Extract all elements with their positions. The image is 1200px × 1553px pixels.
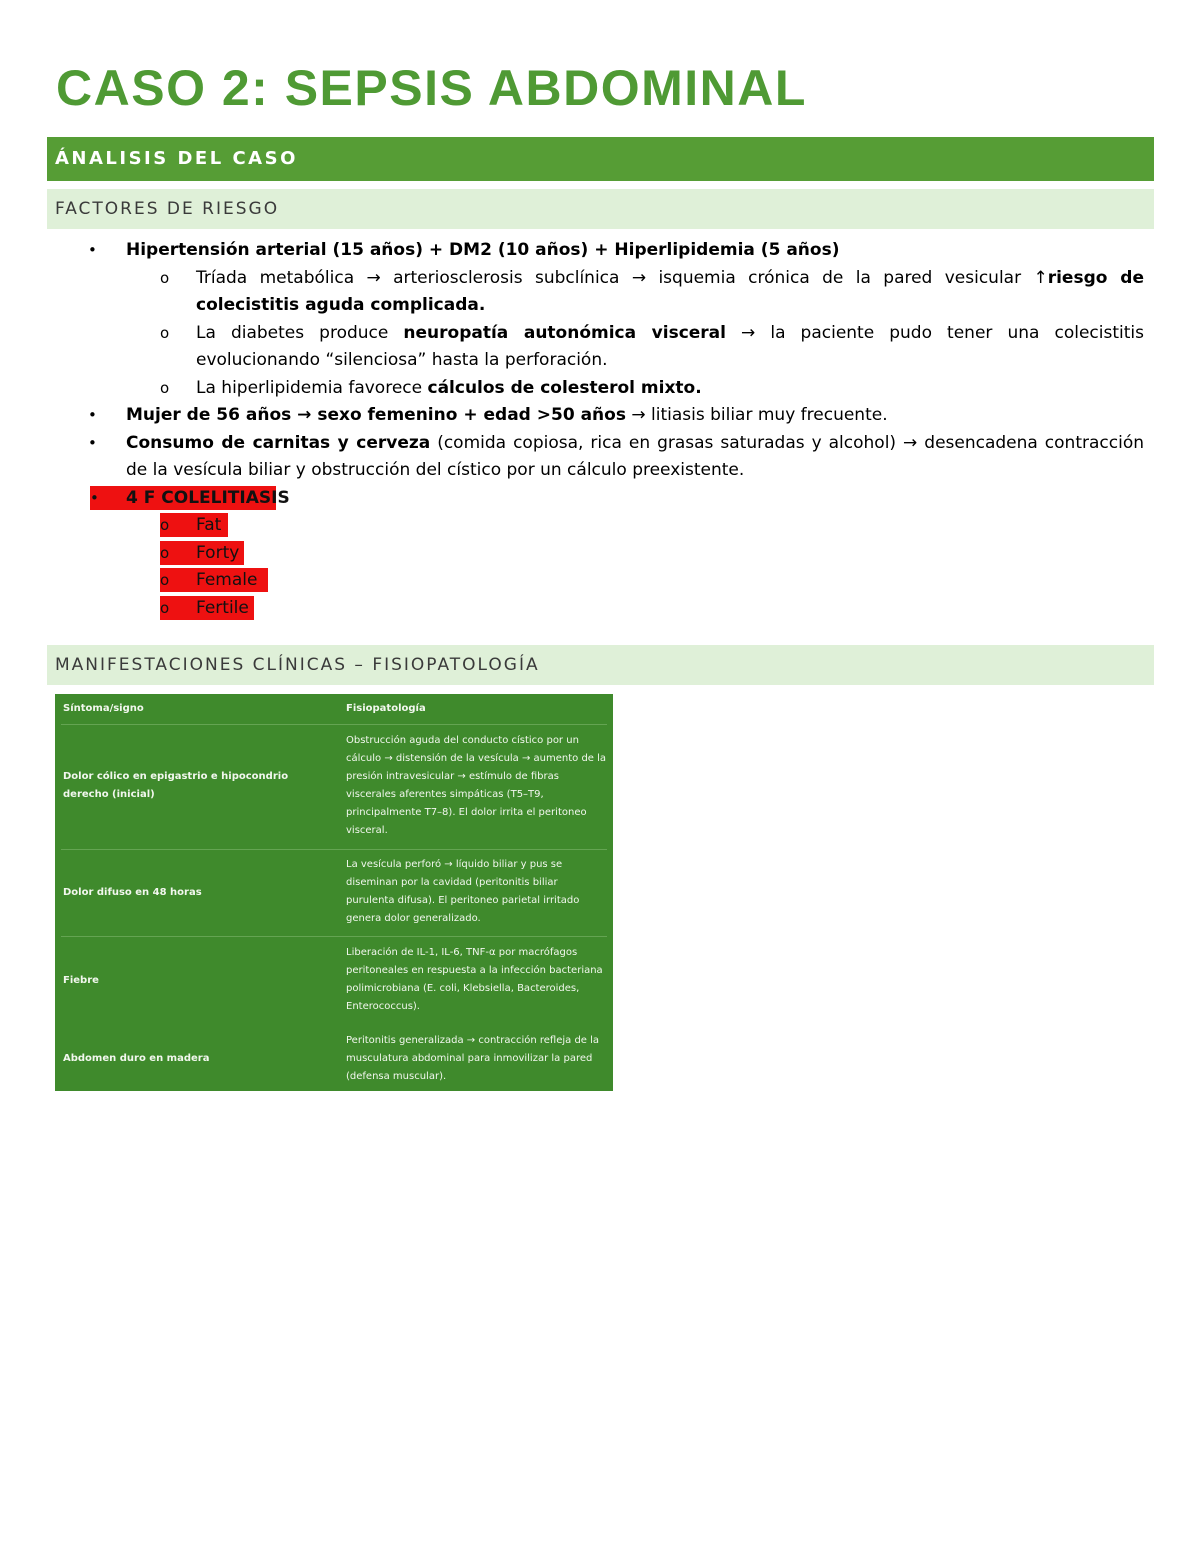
- section-header-analisis: ÁNALISIS DEL CASO: [47, 137, 1154, 181]
- factores-list: [0, 237, 1200, 622]
- list-item-text: → litiasis biliar muy frecuente.: [625, 405, 888, 425]
- page-title: CASO 2: SEPSIS ABDOMINAL: [56, 60, 807, 116]
- list-item-text: La hiperlipidemia favorece: [196, 377, 428, 398]
- subsection-header-manifestaciones: MANIFESTACIONES CLÍNICAS – FISIOPATOLOGÍA: [47, 645, 1154, 685]
- table-divider: [61, 936, 607, 937]
- list-subitem: [0, 320, 1144, 375]
- highlighted-subitem: [0, 595, 1200, 623]
- highlighted-text: 4 F COLELITIASIS: [126, 487, 290, 508]
- list-item-text: Hipertensión arterial (15 años) + DM2 (10 años) + Hiperlipidemia (5 años): [126, 240, 840, 260]
- list-subitem: [0, 375, 1144, 403]
- bullet-marker: •: [88, 433, 97, 452]
- bullet-marker: •: [88, 406, 97, 424]
- highlighted-subitem: [0, 540, 1200, 568]
- list-item-bold: riesgo de colecistitis aguda complicada.: [196, 267, 1145, 315]
- table-divider: [61, 724, 607, 725]
- table-header-cell: Fisiopatología: [346, 703, 426, 714]
- list-subitem: [0, 265, 1144, 320]
- highlighted-item-4f: [0, 485, 1200, 513]
- highlighted-text: Forty: [196, 542, 240, 563]
- fisiopatologia-table: [55, 694, 613, 1091]
- list-item-text: Tríada metabólica → arteriosclerosis subclínica → isquemia crónica de la pared vesicular ↑: [196, 267, 1048, 288]
- table-cell-fisio: Liberación de IL-1, IL-6, TNF-α por macrófagos peritoneales en respuesta a la infección bacteriana polimicrobiana (E. coli, Klebsiella, Bacteroides, Enterococcus).: [346, 947, 603, 1012]
- table-cell-signo: Abdomen duro en madera: [63, 1053, 210, 1064]
- highlighted-subitem: [0, 567, 1200, 595]
- list-item-text: La diabetes produce: [196, 322, 404, 343]
- sub-marker: o: [160, 543, 170, 562]
- list-item: [0, 237, 1144, 265]
- highlighted-text: Fat: [196, 515, 222, 535]
- highlighted-subitem: [0, 512, 1200, 540]
- table-cell-signo: Dolor difuso en 48 horas: [63, 887, 202, 898]
- list-item: [0, 430, 1144, 485]
- list-item-bold: neuropatía autonómica visceral: [403, 322, 726, 343]
- list-item: [0, 402, 1144, 430]
- sub-marker: o: [160, 323, 170, 342]
- sub-marker: o: [160, 378, 170, 397]
- table-cell-signo: Dolor cólico en epigastrio e hipocondrio derecho (inicial): [63, 771, 289, 800]
- list-item-text: → la paciente pudo tener una colecistitis evolucionando “silenciosa” hasta la perforación.: [196, 322, 1144, 370]
- subsection-header-factores: FACTORES DE RIESGO: [47, 189, 1154, 229]
- bullet-marker: •: [90, 488, 99, 507]
- table-cell-signo: Fiebre: [63, 975, 99, 986]
- highlighted-text: Fertile: [196, 597, 249, 618]
- list-item-bold: Mujer de 56 años → sexo femenino + edad >50 años: [126, 405, 626, 425]
- sub-marker: o: [160, 598, 170, 617]
- sub-marker: o: [160, 571, 170, 589]
- table-cell-fisio: Obstrucción aguda del conducto cístico por un cálculo → distensión de la vesícula → aumento de la presión intravesicular → estímulo de fibras viscerales aferentes simpáticas (T5–T9, principalmente T7–8). El dolor irrita el peritoneo visceral.: [346, 735, 607, 836]
- table-cell-fisio: La vesícula perforó → líquido biliar y pus se diseminan por la cavidad (peritonitis biliar purulenta difusa). El peritoneo parietal irritado genera dolor generalizado.: [346, 859, 580, 924]
- sub-marker: o: [160, 268, 170, 287]
- table-header-cell: Síntoma/signo: [63, 703, 144, 714]
- list-item-bold: cálculos de colesterol mixto.: [427, 377, 702, 398]
- highlighted-text: Female: [196, 570, 258, 590]
- sub-marker: o: [160, 516, 170, 534]
- table-divider: [61, 849, 607, 850]
- table-cell-fisio: Peritonitis generalizada → contracción refleja de la musculatura abdominal para inmovilizar la pared (defensa muscular).: [346, 1035, 600, 1082]
- bullet-marker: •: [88, 241, 97, 259]
- list-item-text: (comida copiosa, rica en grasas saturadas y alcohol) → desencadena contracción de la vesícula biliar y obstrucción del cístico por un cálculo preexistente.: [126, 432, 1144, 480]
- list-item-bold: Consumo de carnitas y cerveza: [126, 432, 431, 453]
